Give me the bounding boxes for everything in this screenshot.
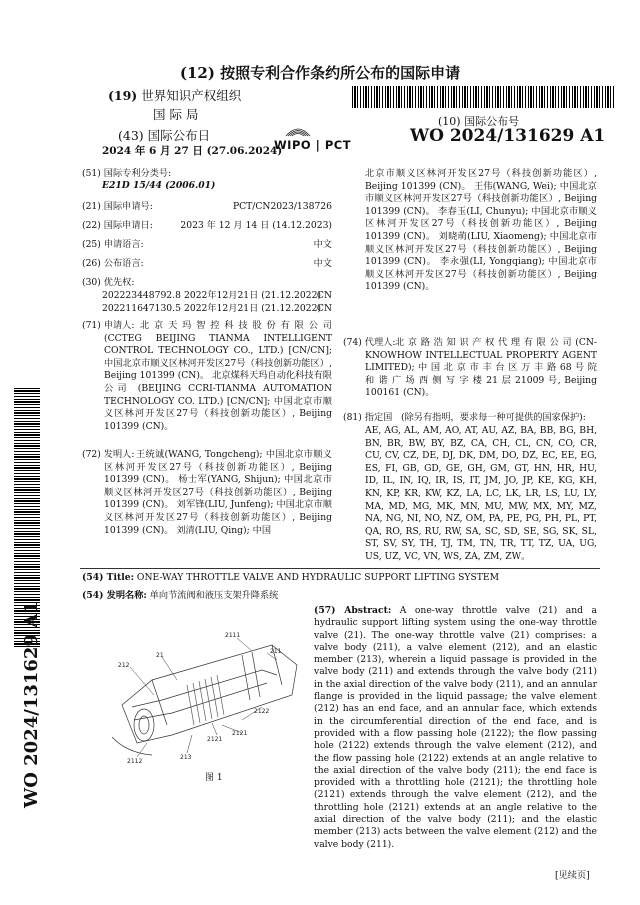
pub-date-value: 2024 年 6 月 27 日 (27.06.2024) xyxy=(102,145,283,157)
figure-caption: 图 1 xyxy=(205,773,223,783)
filing-date-field: (22) 国际申请日: 2023 年 12 月 14 日 (14.12.2023) xyxy=(82,220,332,231)
inventors-label: (72) 发明人: xyxy=(82,449,135,460)
applicants-label: (71) 申请人: xyxy=(82,320,135,331)
figure-1 xyxy=(92,625,317,765)
side-pub-no: WO 2024/131629 A1 xyxy=(21,601,42,808)
org-name: (19) 世界知识产权组织 xyxy=(108,88,242,103)
applicants-text: 北 京 天 玛 智 控 科 技 股 份 有 限 公 司 (CCTEG BEIJING TIANMA INTELLIGENT CONTROL TECHNOLOGY CO., LTD.) [CN/CN]; 中国北京市顺义区林河开发区27号（科技创新功能区）, Beijing 101399 (CN)。 北京煤科天玛自动化科技有限公司 (BEIJING CCRI-TIANMA AUTOMATION TECHNOLOGY CO. LTD.) [CN/CN]; 中国北京市顺义区林河开发区27号（科技创新功能区）, Beijing 101399 (CN)。 xyxy=(104,320,332,432)
priority-row: 202211647130.5 2022年12月21日 (21.12.2022) CN xyxy=(102,303,332,314)
title-zh: (54) 发明名称: 单向节流阀和液压支架升降系统 xyxy=(82,590,279,601)
document-type-title: (12) 按照专利合作条约所公布的国际申请 xyxy=(179,64,461,82)
fig-label: 2111 xyxy=(225,632,241,639)
states-label: (81) 指定国 xyxy=(343,412,393,423)
continued-note: [见续页] xyxy=(555,870,590,881)
abstract: (57) Abstract: A one-way throttle valve (21) and a hydraulic support lifting system using the one-way throttle valve (21). The one-way throttle valve (21) comprises: a valve body (211), a valve element (212), and an elastic member (213), wherein a liquid passage is provided in the valve body (211) and extends through the valve body (211) in the axial direction of the valve body (211), and an annular flange is provided in the liquid passage; the valve element (212) has an end face, and an annular face, which extends in the circumferential direction of the end face, and is provided with a flow passing hole (2122); the flow passing hole (2122) extends through the valve element (212), and the flow passing hole (2122) extends at an angle relative to the axial direction of the valve body (211); the end face is provided with a throttling hole (2121); the throttling hole (2121) extends through the valve element (212), and the throttling hole (2121) extends at an angle relative to the axial direction of the valve body (211); and the elastic member (213) acts between the valve element (212) and the valve body (211). xyxy=(314,605,598,850)
divider xyxy=(80,568,600,569)
states-text: AE, AG, AL, AM, AO, AT, AU, AZ, BA, BB, BG, BH, BN, BR, BW, BY, BZ, CA, CH, CL, CN, CO, CR, CU, CV, CZ, DE, DJ, DK, DM, DO, DZ, EC, EE, EG, ES, FI, GB, GD, GE, GH, GM, GT, HN, HR, HU, ID, IL, IN, IQ, IR, IS, IT, JM, JO, JP, KE, KG, KH, KN, KP, KR, KW, KZ, LA, LC, LK, LR, LS, LU, LY, MA, MD, MG, MK, MN, MU, MW, MX, MY, MZ, NA, NG, NI, NO, NZ, OM, PA, PE, PG, PH, PL, PT, QA, RO, RS, RU, RW, SA, SC, SD, SE, SG, SK, SL, ST, SV, SY, TH, TJ, TM, TN, TR, TT, TZ, UA, UG, US, UZ, VC, VN, WS, ZA, ZM, ZW。 xyxy=(365,425,597,562)
valve-drawing xyxy=(92,625,317,765)
ipc-field: (51) 国际专利分类号: xyxy=(82,168,172,179)
fig-label: 2121 xyxy=(207,736,223,743)
fig-label: 21 xyxy=(156,652,164,659)
ipc-value: E21D 15/44 (2006.01) xyxy=(102,180,216,191)
pub-date-label: (43) 国际公布日 xyxy=(118,128,211,143)
fig-label: 2112 xyxy=(127,758,143,765)
inventors-text-continued: 北京市顺义区林河开发区27号（科技创新功能区）, Beijing 101399 (CN)。 王伟(WANG, Wei); 中国北京市顺义区林河开发区27号（科技创新功能区）, Beijing 101399 (CN)。 李春玉(LI, Chunyu); 中国北京市顺义区林河开发区27号（科技创新功能区）, Beijing 101399 (CN)。 刘晓萌(LIU, Xiaomeng); 中国北京市顺义区林河开发区27号（科技创新功能区）, Beijing 101399 (CN)。 李永强(LI, Yongqiang); 中国北京市顺义区林河开发区27号（科技创新功能区）, Beijing 101399 (CN)。 xyxy=(365,168,597,293)
fig-label: 2122 xyxy=(254,708,270,715)
fig-label: 2121 xyxy=(232,730,248,737)
pub-no-label: (10) 国际公布号 xyxy=(438,115,520,128)
fig-label: 213 xyxy=(180,754,192,761)
filing-lang-field: (25) 申请语言: 中文 xyxy=(82,239,332,250)
pub-lang-field: (26) 公布语言: 中文 xyxy=(82,258,332,269)
org-bureau: 国 际 局 xyxy=(153,107,199,122)
fig-label: 212 xyxy=(118,662,130,669)
priority-label: (30) 优先权: xyxy=(82,277,135,288)
fig-label: 211 xyxy=(270,648,282,655)
wipo-pct-text: WIPO | PCT xyxy=(274,138,352,152)
priority-row: 202223448792.8 2022年12月21日 (21.12.2022) CN xyxy=(102,290,332,301)
title-en: (54) Title: ONE-WAY THROTTLE VALVE AND HYDRAULIC SUPPORT LIFTING SYSTEM xyxy=(82,572,500,583)
pub-no-value: WO 2024/131629 A1 xyxy=(410,126,606,146)
barcode-top xyxy=(352,86,614,108)
agent-label: (74) 代理人: xyxy=(343,337,396,348)
inventors-text: 王统诚(WANG, Tongcheng); 中国北京市顺义区林河开发区27号（科技创新功能区）, Beijing 101399 (CN)。 杨士军(YANG, Shijun); 中国北京市顺义区林河开发区27号（科技创新功能区）, Beijing 101399 (CN)。 刘军锋(LIU, Junfeng); 中国北京市顺义区林河开发区27号（科技创新功能区）, Beijing 101399 (CN)。 刘清(LIU, Qing); 中国 xyxy=(104,449,332,536)
agent-text: 北京路浩知识产权代理有限公司(CN-KNOWHOW INTELLECTUAL PROPERTY AGENT LIMITED); 中 国 北 京 市 丰 台 区 万 丰 路 68 号 院 和 谐 广 场 西 侧 写 字 楼 21 层 21009 号, Beijing 100161 (CN)。 xyxy=(365,337,597,399)
states-intro: (除另有指明，要求每一种可提供的国家保护): xyxy=(401,412,586,423)
app-no-field: (21) 国际申请号: PCT/CN2023/138726 xyxy=(82,201,332,212)
wipo-pct-logo xyxy=(268,120,368,156)
